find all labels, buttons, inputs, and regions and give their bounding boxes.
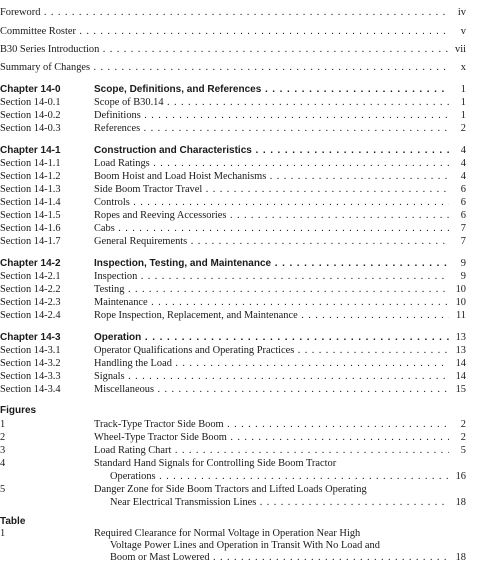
figure-title-line-1: Standard Hand Signals for Controlling Side Boom Tractor [94, 458, 337, 469]
toc-figure-1[interactable] [0, 418, 489, 431]
table-heading: Table [0, 516, 26, 527]
toc-figure-5-continued[interactable] [0, 496, 489, 509]
toc-section-14-2-1[interactable] [0, 270, 489, 283]
entry-title: Summary of Changes . . . [0, 61, 449, 74]
section-page: 14 [455, 358, 466, 369]
section-title: Miscellaneous . . . [94, 383, 449, 396]
section-page: 2 [460, 123, 466, 134]
toc-section-14-1-6[interactable] [0, 222, 489, 235]
chapter-page: 9 [460, 258, 466, 269]
chapter-number: Chapter 14-3 [0, 332, 61, 343]
figure-title: Wheel-Type Tractor Side Boom . . . [94, 431, 449, 444]
section-page: 10 [455, 297, 466, 308]
toc-section-14-1-4[interactable] [0, 196, 489, 209]
section-page: 4 [460, 158, 466, 169]
section-title: Ropes and Reeving Accessories . . . [94, 209, 449, 222]
toc-section-14-0-2[interactable] [0, 109, 489, 122]
entry-title: Committee Roster . . . [0, 25, 449, 38]
section-page: 10 [455, 284, 466, 295]
toc-section-14-1-2[interactable] [0, 170, 489, 183]
figure-number: 2 [0, 432, 6, 443]
toc-section-14-1-1[interactable] [0, 157, 489, 170]
section-number: Section 14-3.2 [0, 358, 61, 369]
section-number: Section 14-2.1 [0, 271, 61, 282]
toc-section-14-0-3[interactable] [0, 122, 489, 135]
section-number: Section 14-1.6 [0, 223, 61, 234]
section-title: General Requirements . . . [94, 235, 449, 248]
section-page: 13 [455, 345, 466, 356]
section-title: Rope Inspection, Replacement, and Maintenance . . . [94, 309, 449, 322]
toc-entry-summary-of-changes[interactable] [0, 61, 489, 74]
toc-section-14-2-4[interactable] [0, 309, 489, 322]
chapter-number: Chapter 14-1 [0, 145, 61, 156]
toc-entry-foreword[interactable] [0, 6, 489, 19]
section-number: Section 14-2.4 [0, 310, 61, 321]
table-title-line-3: Boom or Mast Lowered . . . [110, 551, 449, 564]
section-title: Load Ratings . . . [94, 157, 449, 170]
toc-chapter-14-3[interactable] [0, 331, 489, 344]
section-number: Section 14-1.5 [0, 210, 61, 221]
toc-figure-4-continued[interactable] [0, 470, 489, 483]
section-page: 6 [460, 197, 466, 208]
figure-number: 3 [0, 445, 6, 456]
section-page: 6 [460, 184, 466, 195]
figure-number: 1 [0, 419, 6, 430]
section-number: Section 14-1.7 [0, 236, 61, 247]
entry-page: vii [455, 44, 466, 55]
figure-page: 18 [455, 497, 466, 508]
section-page: 7 [460, 236, 466, 247]
section-number: Section 14-2.2 [0, 284, 61, 295]
figure-title-line-2: Operations . . . [110, 470, 449, 483]
table-title-line-1: Required Clearance for Normal Voltage in Operation Near High [94, 528, 361, 539]
entry-page: x [460, 62, 466, 73]
section-title: Cabs . . . [94, 222, 449, 235]
section-title: Signals . . . [94, 370, 449, 383]
chapter-title: Scope, Definitions, and References . . . [94, 83, 449, 96]
section-title: Maintenance . . . [94, 296, 449, 309]
toc-section-14-2-2[interactable] [0, 283, 489, 296]
toc-section-14-1-3[interactable] [0, 183, 489, 196]
section-number: Section 14-2.3 [0, 297, 61, 308]
section-page: 9 [460, 271, 466, 282]
section-page: 4 [460, 171, 466, 182]
section-page: 7 [460, 223, 466, 234]
section-number: Section 14-1.4 [0, 197, 61, 208]
figure-page: 16 [455, 471, 466, 482]
toc-section-14-1-7[interactable] [0, 235, 489, 248]
section-page: 11 [455, 310, 466, 321]
toc-section-14-3-1[interactable] [0, 344, 489, 357]
toc-chapter-14-2[interactable] [0, 257, 489, 270]
table-number: 1 [0, 528, 6, 539]
table-page: 18 [455, 552, 466, 563]
figure-title: Track-Type Tractor Side Boom . . . [94, 418, 449, 431]
section-page: 6 [460, 210, 466, 221]
section-number: Section 14-3.3 [0, 371, 61, 382]
section-title: Scope of B30.14 . . . [94, 96, 449, 109]
toc-section-14-3-4[interactable] [0, 383, 489, 396]
section-page: 14 [455, 371, 466, 382]
table-title-line-2: Voltage Power Lines and Operation in Transit With No Load and [110, 540, 380, 551]
section-title: Definitions . . . [94, 109, 449, 122]
section-number: Section 14-1.1 [0, 158, 61, 169]
figures-heading: Figures [0, 405, 37, 416]
section-title: Testing . . . [94, 283, 449, 296]
figure-page: 5 [460, 445, 466, 456]
chapter-title: Operation . . . [94, 331, 449, 344]
figure-page: 2 [460, 419, 466, 430]
toc-table-1-line-3[interactable] [0, 551, 489, 564]
entry-page: iv [457, 7, 466, 18]
chapter-number: Chapter 14-2 [0, 258, 61, 269]
figure-page: 2 [460, 432, 466, 443]
section-number: Section 14-1.3 [0, 184, 61, 195]
figure-title: Load Rating Chart . . . [94, 444, 449, 457]
entry-page: v [460, 26, 466, 37]
section-page: 1 [460, 97, 466, 108]
chapter-title: Construction and Characteristics . . . [94, 144, 449, 157]
section-number: Section 14-0.1 [0, 97, 61, 108]
section-page: 15 [455, 384, 466, 395]
toc-section-14-2-3[interactable] [0, 296, 489, 309]
toc-section-14-3-3[interactable] [0, 370, 489, 383]
toc-figure-3[interactable] [0, 444, 489, 457]
section-title: Handling the Load . . . [94, 357, 449, 370]
section-number: Section 14-0.2 [0, 110, 61, 121]
figure-number: 5 [0, 484, 6, 495]
chapter-number: Chapter 14-0 [0, 84, 61, 95]
toc-section-14-3-2[interactable] [0, 357, 489, 370]
section-number: Section 14-3.4 [0, 384, 61, 395]
figure-number: 4 [0, 458, 6, 469]
toc-chapter-14-1[interactable] [0, 144, 489, 157]
toc-entry-b30-series-introduction[interactable] [0, 43, 489, 56]
section-title: Inspection . . . [94, 270, 449, 283]
figure-title-line-2: Near Electrical Transmission Lines . . . [110, 496, 449, 509]
toc-entry-committee-roster[interactable] [0, 25, 489, 38]
toc-figure-2[interactable] [0, 431, 489, 444]
toc-figure-4[interactable] [0, 457, 489, 470]
chapter-page: 1 [460, 84, 466, 95]
section-number: Section 14-3.1 [0, 345, 61, 356]
toc-section-14-0-1[interactable] [0, 96, 489, 109]
section-title: Operator Qualifications and Operating Practices . . . [94, 344, 449, 357]
chapter-page: 4 [460, 145, 466, 156]
entry-title: Foreword . . . [0, 6, 449, 19]
section-title: References . . . [94, 122, 449, 135]
section-number: Section 14-0.3 [0, 123, 61, 134]
toc-figure-5[interactable] [0, 483, 489, 496]
toc-section-14-1-5[interactable] [0, 209, 489, 222]
section-number: Section 14-1.2 [0, 171, 61, 182]
section-title: Boom Hoist and Load Hoist Mechanisms . . . [94, 170, 449, 183]
figure-title-line-1: Danger Zone for Side Boom Tractors and Lifted Loads Operating [94, 484, 367, 495]
chapter-title: Inspection, Testing, and Maintenance . . . [94, 257, 449, 270]
entry-title: B30 Series Introduction . . . [0, 43, 449, 56]
toc-chapter-14-0[interactable] [0, 83, 489, 96]
section-title: Side Boom Tractor Travel . . . [94, 183, 449, 196]
section-page: 1 [460, 110, 466, 121]
section-title: Controls . . . [94, 196, 449, 209]
chapter-page: 13 [455, 332, 466, 343]
